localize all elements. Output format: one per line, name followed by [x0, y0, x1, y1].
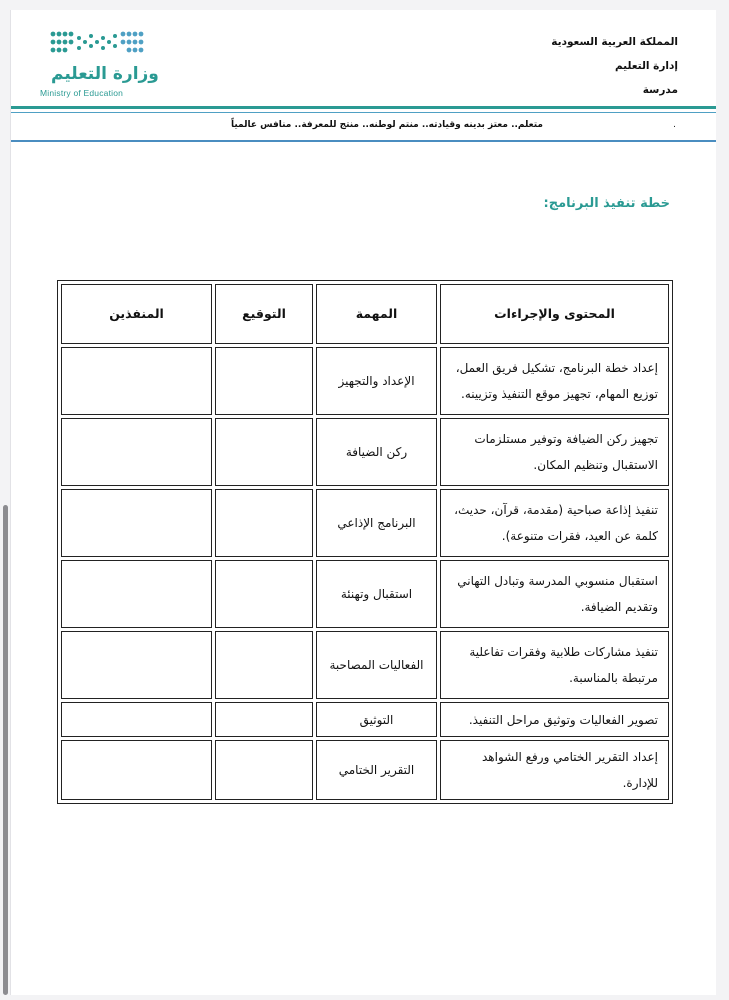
executors-cell[interactable] [61, 560, 212, 628]
header-content: المحتوى والإجراءات [440, 284, 669, 344]
table-row [61, 631, 669, 699]
content-cell: إعداد خطة البرنامج، تشكيل فريق العمل، توزيع المهام، تجهيز موقع التنفيذ وتزيينه. [440, 347, 669, 415]
signature-cell[interactable] [215, 740, 313, 800]
task-cell: البرنامج الإذاعي [316, 489, 437, 557]
task-cell: استقبال وتهنئة [316, 560, 437, 628]
signature-cell[interactable] [215, 560, 313, 628]
table-row [61, 702, 669, 737]
kingdom-name: المملكة العربية السعودية [551, 36, 678, 48]
table-row [61, 418, 669, 486]
executors-cell[interactable] [61, 702, 212, 737]
task-cell: التقرير الختامي [316, 740, 437, 800]
motto-bar [11, 116, 716, 138]
logo-arabic-text: وزارة التعليم [51, 64, 159, 84]
table-row [61, 489, 669, 557]
header-task: المهمة [316, 284, 437, 344]
content-cell: تجهيز ركن الضيافة وتوفير مستلزمات الاستقبال وتنظيم المكان. [440, 418, 669, 486]
task-cell: الإعداد والتجهيز [316, 347, 437, 415]
plan-table [57, 280, 673, 804]
table-row [61, 347, 669, 415]
header-signature: التوقيع [215, 284, 313, 344]
signature-cell[interactable] [215, 418, 313, 486]
signature-cell[interactable] [215, 702, 313, 737]
logo-english-text: Ministry of Education [40, 88, 124, 98]
table-header-row [61, 284, 669, 344]
executors-cell[interactable] [61, 631, 212, 699]
signature-cell[interactable] [215, 489, 313, 557]
executors-cell[interactable] [61, 347, 212, 415]
table-row [61, 740, 669, 800]
executors-cell[interactable] [61, 418, 212, 486]
content-cell: إعداد التقرير الختامي ورفع الشواهد للإدارة. [440, 740, 669, 800]
executors-cell[interactable] [61, 489, 212, 557]
content-cell: تصوير الفعاليات وتوثيق مراحل التنفيذ. [440, 702, 669, 737]
vertical-scrollbar[interactable] [3, 505, 8, 995]
motto-mark: . [673, 120, 676, 130]
content-cell: تنفيذ إذاعة صباحية (مقدمة، قرآن، حديث، كلمة عن العيد، فقرات متنوعة). [440, 489, 669, 557]
motto-text: متعلم.. معتز بدينه وقيادته.. منتم لوطنه.. منتج للمعرفة.. منافس عالمياً [231, 120, 543, 130]
executors-cell[interactable] [61, 740, 212, 800]
school-name: مدرسة [642, 84, 678, 96]
task-cell: الفعاليات المصاحبة [316, 631, 437, 699]
content-cell: تنفيذ مشاركات طلابية وفقرات تفاعلية مرتبطة بالمناسبة. [440, 631, 669, 699]
header-rule-green [11, 106, 716, 109]
header-rule-thin [11, 112, 716, 113]
header-executors: المنفذين [61, 284, 212, 344]
task-cell: التوثيق [316, 702, 437, 737]
table-row [61, 560, 669, 628]
content-cell: استقبال منسوبي المدرسة وتبادل التهاني وتقديم الضيافة. [440, 560, 669, 628]
department-name: إدارة التعليم [614, 60, 678, 72]
task-cell: ركن الضيافة [316, 418, 437, 486]
header-info [478, 30, 678, 102]
section-title: خطة تنفيذ البرنامج: [543, 196, 670, 211]
header-rule-blue [11, 140, 716, 142]
ministry-logo [39, 28, 159, 103]
logo-dots-icon [49, 28, 144, 58]
signature-cell[interactable] [215, 347, 313, 415]
document-page [10, 10, 716, 995]
signature-cell[interactable] [215, 631, 313, 699]
